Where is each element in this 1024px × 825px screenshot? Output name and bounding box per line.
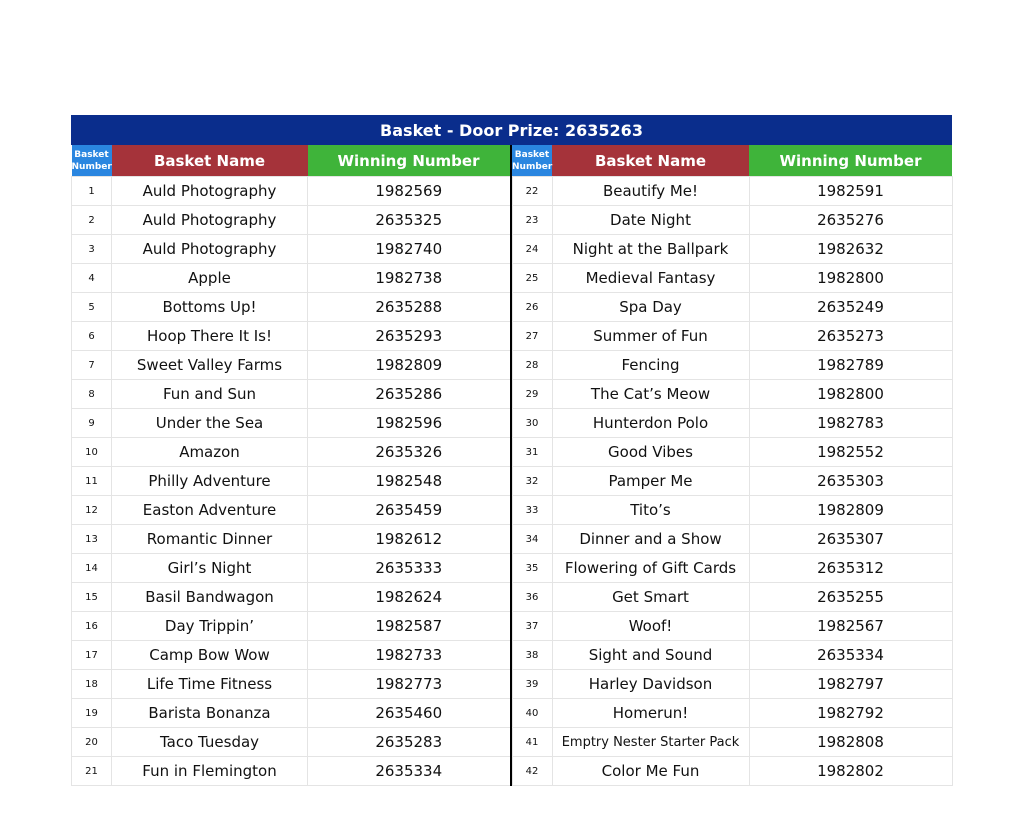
basket-number-cell: 10 xyxy=(72,438,112,467)
winning-number-cell: 1982587 xyxy=(308,612,511,641)
basket-name-cell: Auld Photography xyxy=(112,235,308,264)
table-row xyxy=(72,467,511,496)
basket-name-cell: Night at the Ballpark xyxy=(552,235,749,264)
winning-number-cell: 2635326 xyxy=(308,438,511,467)
basket-number-header-line1: Basket xyxy=(514,149,550,160)
winning-number-cell: 1982569 xyxy=(308,177,511,206)
basket-name-cell: Homerun! xyxy=(552,699,749,728)
basket-name-cell: Fun and Sun xyxy=(112,380,308,409)
sheet-title: Basket - Door Prize: 2635263 xyxy=(71,115,952,145)
table-row xyxy=(512,380,952,409)
basket-name-cell: Auld Photography xyxy=(112,177,308,206)
baskets-table-right xyxy=(512,145,953,786)
basket-number-cell: 18 xyxy=(72,670,112,699)
basket-name-cell: Philly Adventure xyxy=(112,467,308,496)
table-row xyxy=(512,409,952,438)
basket-name-cell: Apple xyxy=(112,264,308,293)
header-row xyxy=(72,145,511,177)
winning-number-cell: 1982802 xyxy=(749,757,952,786)
basket-name-cell: The Cat’s Meow xyxy=(552,380,749,409)
winning-number-cell: 1982792 xyxy=(749,699,952,728)
winning-number-cell: 1982552 xyxy=(749,438,952,467)
winning-number-cell: 1982809 xyxy=(308,351,511,380)
basket-name-cell: Summer of Fun xyxy=(552,322,749,351)
basket-name-cell: Good Vibes xyxy=(552,438,749,467)
basket-name-header: Basket Name xyxy=(112,145,308,177)
table-row xyxy=(72,351,511,380)
winning-number-cell: 1982773 xyxy=(308,670,511,699)
winning-number-cell: 1982733 xyxy=(308,641,511,670)
basket-number-header-line2: Number xyxy=(512,161,553,172)
table-row xyxy=(512,670,952,699)
basket-name-cell: Tito’s xyxy=(552,496,749,525)
basket-name-cell: Sight and Sound xyxy=(552,641,749,670)
basket-name-cell: Barista Bonanza xyxy=(112,699,308,728)
basket-name-cell: Easton Adventure xyxy=(112,496,308,525)
table-row xyxy=(512,757,952,786)
table-row xyxy=(72,438,511,467)
basket-number-cell: 29 xyxy=(512,380,552,409)
basket-name-cell: Hunterdon Polo xyxy=(552,409,749,438)
winning-number-cell: 2635273 xyxy=(749,322,952,351)
basket-name-cell: Under the Sea xyxy=(112,409,308,438)
basket-number-cell: 21 xyxy=(72,757,112,786)
table-row xyxy=(72,206,511,235)
winning-number-cell: 1982797 xyxy=(749,670,952,699)
basket-number-cell: 24 xyxy=(512,235,552,264)
basket-number-cell: 41 xyxy=(512,728,552,757)
table-row xyxy=(72,670,511,699)
winning-number-cell: 2635307 xyxy=(749,525,952,554)
basket-number-cell: 2 xyxy=(72,206,112,235)
table-row xyxy=(72,554,511,583)
basket-number-cell: 15 xyxy=(72,583,112,612)
basket-number-header-line2: Number xyxy=(71,161,112,172)
basket-number-cell: 17 xyxy=(72,641,112,670)
basket-number-cell: 3 xyxy=(72,235,112,264)
basket-number-cell: 27 xyxy=(512,322,552,351)
door-prize-sheet xyxy=(71,115,952,786)
table-row xyxy=(512,699,952,728)
basket-name-header: Basket Name xyxy=(552,145,749,177)
basket-name-cell: Dinner and a Show xyxy=(552,525,749,554)
table-row xyxy=(512,206,952,235)
table-row xyxy=(512,612,952,641)
winning-number-header: Winning Number xyxy=(749,145,952,177)
winning-number-cell: 1982612 xyxy=(308,525,511,554)
basket-name-cell: Pamper Me xyxy=(552,467,749,496)
winning-number-cell: 2635334 xyxy=(749,641,952,670)
basket-number-cell: 42 xyxy=(512,757,552,786)
winning-number-cell: 2635288 xyxy=(308,293,511,322)
winning-number-cell: 2635283 xyxy=(308,728,511,757)
table-row xyxy=(72,641,511,670)
basket-number-cell: 36 xyxy=(512,583,552,612)
winning-number-cell: 1982632 xyxy=(749,235,952,264)
basket-number-cell: 39 xyxy=(512,670,552,699)
winning-number-cell: 1982800 xyxy=(749,380,952,409)
basket-number-cell: 26 xyxy=(512,293,552,322)
table-row xyxy=(512,293,952,322)
basket-number-cell: 4 xyxy=(72,264,112,293)
basket-name-cell: Beautify Me! xyxy=(552,177,749,206)
table-row xyxy=(512,438,952,467)
winning-number-cell: 2635276 xyxy=(749,206,952,235)
winning-number-cell: 2635312 xyxy=(749,554,952,583)
left-table-body xyxy=(72,177,511,786)
basket-number-cell: 16 xyxy=(72,612,112,641)
basket-number-cell: 20 xyxy=(72,728,112,757)
table-row xyxy=(512,641,952,670)
basket-name-cell: Romantic Dinner xyxy=(112,525,308,554)
table-row xyxy=(512,728,952,757)
table-row xyxy=(72,293,511,322)
table-row xyxy=(72,235,511,264)
baskets-table-left xyxy=(71,145,512,786)
right-table-body xyxy=(512,177,952,786)
basket-number-cell: 22 xyxy=(512,177,552,206)
basket-number-cell: 35 xyxy=(512,554,552,583)
winning-number-cell: 2635249 xyxy=(749,293,952,322)
basket-name-cell: Woof! xyxy=(552,612,749,641)
basket-number-header xyxy=(512,145,552,177)
basket-number-cell: 19 xyxy=(72,699,112,728)
winning-number-cell: 2635333 xyxy=(308,554,511,583)
winning-number-cell: 1982789 xyxy=(749,351,952,380)
table-row xyxy=(72,409,511,438)
basket-number-cell: 25 xyxy=(512,264,552,293)
table-row xyxy=(512,235,952,264)
table-row xyxy=(72,525,511,554)
basket-number-cell: 40 xyxy=(512,699,552,728)
basket-name-cell: Flowering of Gift Cards xyxy=(552,554,749,583)
table-row xyxy=(512,351,952,380)
table-row xyxy=(512,322,952,351)
basket-number-cell: 8 xyxy=(72,380,112,409)
basket-name-cell: Sweet Valley Farms xyxy=(112,351,308,380)
winning-number-cell: 1982738 xyxy=(308,264,511,293)
basket-number-cell: 23 xyxy=(512,206,552,235)
winning-number-cell: 2635334 xyxy=(308,757,511,786)
table-row xyxy=(512,177,952,206)
basket-name-cell: Day Trippin’ xyxy=(112,612,308,641)
basket-number-cell: 5 xyxy=(72,293,112,322)
basket-name-cell: Girl’s Night xyxy=(112,554,308,583)
table-row xyxy=(72,322,511,351)
basket-number-cell: 6 xyxy=(72,322,112,351)
basket-name-cell: Fencing xyxy=(552,351,749,380)
tables-wrapper xyxy=(71,145,952,786)
basket-name-cell: Taco Tuesday xyxy=(112,728,308,757)
basket-number-cell: 12 xyxy=(72,496,112,525)
table-row xyxy=(512,554,952,583)
basket-name-cell: Amazon xyxy=(112,438,308,467)
basket-number-cell: 31 xyxy=(512,438,552,467)
table-row xyxy=(72,264,511,293)
table-row xyxy=(512,525,952,554)
basket-number-cell: 32 xyxy=(512,467,552,496)
table-row xyxy=(72,728,511,757)
table-row xyxy=(72,177,511,206)
basket-name-cell: Life Time Fitness xyxy=(112,670,308,699)
basket-number-cell: 38 xyxy=(512,641,552,670)
table-row xyxy=(512,583,952,612)
table-row xyxy=(72,496,511,525)
basket-name-cell: Date Night xyxy=(552,206,749,235)
basket-number-cell: 13 xyxy=(72,525,112,554)
basket-name-cell: Color Me Fun xyxy=(552,757,749,786)
basket-number-cell: 34 xyxy=(512,525,552,554)
table-row xyxy=(72,583,511,612)
winning-number-cell: 2635286 xyxy=(308,380,511,409)
basket-name-cell: Fun in Flemington xyxy=(112,757,308,786)
table-row xyxy=(72,612,511,641)
table-row xyxy=(72,699,511,728)
winning-number-cell: 1982591 xyxy=(749,177,952,206)
basket-name-cell: Bottoms Up! xyxy=(112,293,308,322)
winning-number-cell: 2635459 xyxy=(308,496,511,525)
basket-name-cell: Harley Davidson xyxy=(552,670,749,699)
winning-number-cell: 1982800 xyxy=(749,264,952,293)
basket-number-cell: 1 xyxy=(72,177,112,206)
winning-number-cell: 1982624 xyxy=(308,583,511,612)
winning-number-cell: 2635293 xyxy=(308,322,511,351)
basket-name-cell: Spa Day xyxy=(552,293,749,322)
basket-number-cell: 30 xyxy=(512,409,552,438)
winning-number-cell: 1982740 xyxy=(308,235,511,264)
winning-number-cell: 2635460 xyxy=(308,699,511,728)
winning-number-cell: 1982808 xyxy=(749,728,952,757)
winning-number-cell: 1982548 xyxy=(308,467,511,496)
winning-number-header: Winning Number xyxy=(308,145,511,177)
winning-number-cell: 2635303 xyxy=(749,467,952,496)
table-row xyxy=(72,757,511,786)
basket-number-cell: 9 xyxy=(72,409,112,438)
basket-name-cell: Emptry Nester Starter Pack xyxy=(552,728,749,757)
basket-name-cell: Hoop There It Is! xyxy=(112,322,308,351)
winning-number-cell: 1982783 xyxy=(749,409,952,438)
basket-name-cell: Camp Bow Wow xyxy=(112,641,308,670)
winning-number-cell: 1982809 xyxy=(749,496,952,525)
basket-name-cell: Basil Bandwagon xyxy=(112,583,308,612)
table-row xyxy=(512,496,952,525)
basket-number-cell: 28 xyxy=(512,351,552,380)
winning-number-cell: 1982596 xyxy=(308,409,511,438)
basket-number-cell: 33 xyxy=(512,496,552,525)
basket-number-header-line1: Basket xyxy=(74,149,109,160)
basket-number-cell: 14 xyxy=(72,554,112,583)
basket-number-cell: 7 xyxy=(72,351,112,380)
basket-name-cell: Auld Photography xyxy=(112,206,308,235)
header-row xyxy=(512,145,952,177)
table-row xyxy=(72,380,511,409)
winning-number-cell: 2635325 xyxy=(308,206,511,235)
basket-number-header xyxy=(72,145,112,177)
basket-name-cell: Medieval Fantasy xyxy=(552,264,749,293)
winning-number-cell: 2635255 xyxy=(749,583,952,612)
basket-name-cell: Get Smart xyxy=(552,583,749,612)
winning-number-cell: 1982567 xyxy=(749,612,952,641)
basket-number-cell: 11 xyxy=(72,467,112,496)
table-row xyxy=(512,264,952,293)
basket-number-cell: 37 xyxy=(512,612,552,641)
table-row xyxy=(512,467,952,496)
